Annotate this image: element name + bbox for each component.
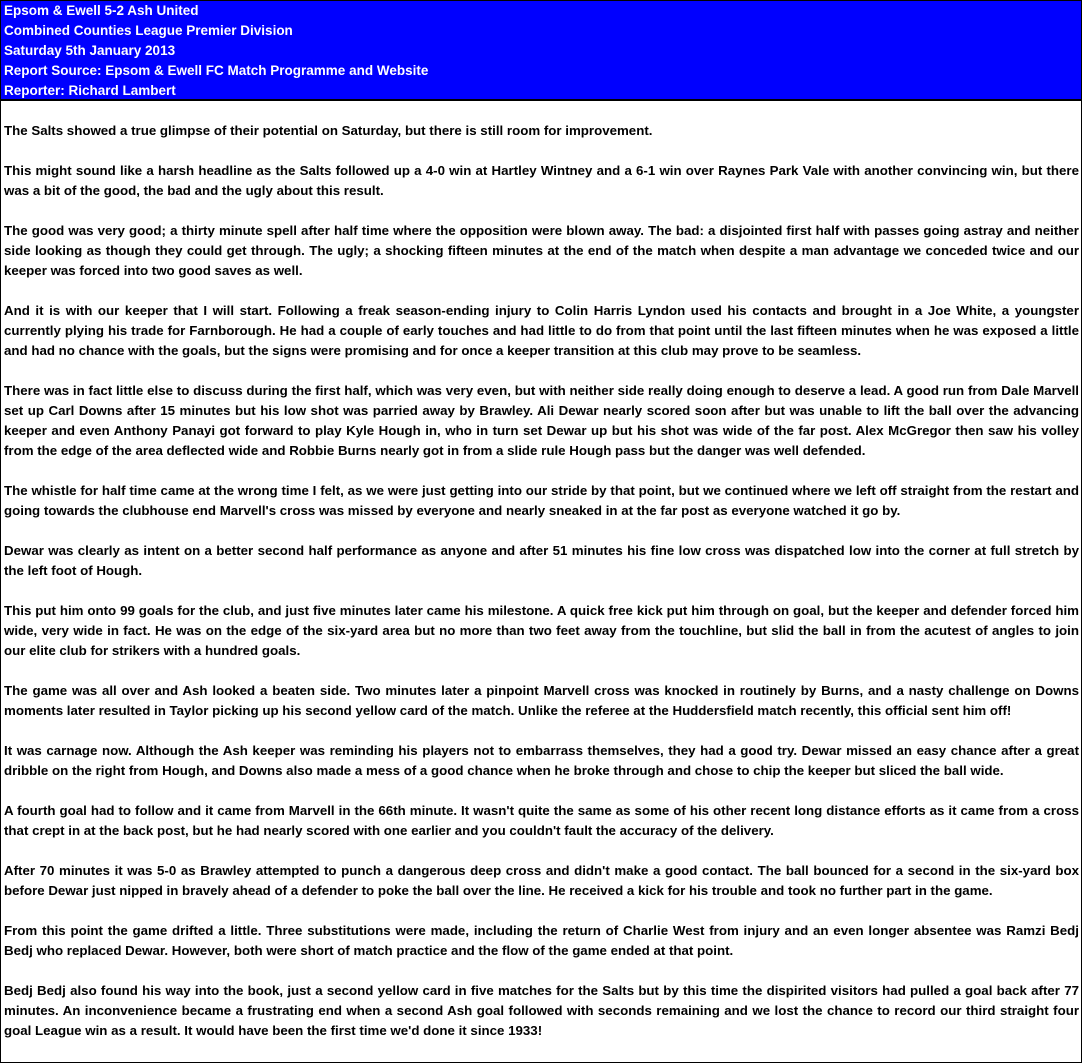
report-paragraph: It was carnage now. Although the Ash keeper was reminding his players not to embarrass themselves, they had a good try. Dewar missed an easy chance after a great dribble on the right from Hough, and Downs also made a mess of a good chance when he broke through and chose to chip the keeper but sliced the ball wide. [4,743,1079,778]
report-source: Report Source: Epsom & Ewell FC Match Programme and Website [4,63,429,78]
report-paragraph: And it is with our keeper that I will start. Following a freak season-ending injury to Colin Harris Lyndon used his contacts and brought in a Joe White, a youngster currently plying his trade for Farnborough. He had a couple of early touches and had little to do from that point until the last fifteen minutes when he was exposed a little and had no chance with the goals, but the signs were promising and for once a keeper transition at this club may prove to be seamless. [4,303,1079,358]
competition-name: Combined Counties League Premier Division [4,23,293,38]
report-paragraph: Dewar was clearly as intent on a better second half performance as anyone and after 51 minutes his fine low cross was dispatched low into the corner at full stretch by the left foot of Hough. [4,543,1079,578]
match-date: Saturday 5th January 2013 [4,43,176,58]
report-paragraph: A fourth goal had to follow and it came from Marvell in the 66th minute. It wasn't quite the same as some of his other recent long distance efforts as it came from a cross that crept in at the back post, but he had nearly scored with one earlier and you couldn't fault the accuracy of the delivery. [4,803,1079,838]
report-body [1,101,1081,1041]
report-paragraph: From this point the game drifted a little. Three substitutions were made, including the return of Charlie West from injury and an even longer absentee was Ramzi Bedj Bedj who replaced Dewar. However, both were short of match practice and the flow of the game ended at that point. [4,923,1079,958]
match-result: Epsom & Ewell 5-2 Ash United [4,3,199,18]
report-paragraph: This put him onto 99 goals for the club, and just five minutes later came his milestone. A quick free kick put him through on goal, but the keeper and defender forced him wide, very wide in fact. He was on the edge of the six-yard area but no more than two feet away from the touchline, but slid the ball in from the acutest of angles to join our elite club for strikers with a hundred goals. [4,603,1079,658]
report-paragraph: This might sound like a harsh headline as the Salts followed up a 4-0 win at Hartley Wintney and a 6-1 win over Raynes Park Vale with another convincing win, but there was a bit of the good, the bad and the ugly about this result. [4,163,1079,198]
report-paragraph: After 70 minutes it was 5-0 as Brawley attempted to punch a dangerous deep cross and didn't make a good contact. The ball bounced for a second in the six-yard box before Dewar just nipped in bravely ahead of a defender to poke the ball over the line. He received a kick for his trouble and took no further part in the game. [4,863,1079,898]
report-header [1,1,1081,101]
report-paragraph: The whistle for half time came at the wrong time I felt, as we were just getting into our stride by that point, but we continued where we left off straight from the restart and going towards the clubhouse end Marvell's cross was missed by everyone and nearly sneaked in at the far post as everyone watched it go by. [4,483,1079,518]
report-paragraph: The good was very good; a thirty minute spell after half time where the opposition were blown away. The bad: a disjointed first half with passes going astray and neither side looking as though they could get through. The ugly; a shocking fifteen minutes at the end of the match when despite a man advantage we conceded twice and our keeper was forced into two good saves as well. [4,223,1079,278]
reporter-name: Reporter: Richard Lambert [4,83,176,98]
report-paragraph: The Salts showed a true glimpse of their potential on Saturday, but there is still room for improvement. [4,123,653,138]
report-paragraph: Bedj Bedj also found his way into the book, just a second yellow card in five matches for the Salts but by this time the dispirited visitors had pulled a goal back after 77 minutes. An inconvenience became a frustrating end when a second Ash goal followed with seconds remaining and we lost the chance to record our third straight four goal League win as a result. It would have been the first time we'd done it since 1933! [4,983,1079,1038]
report-paragraph: There was in fact little else to discuss during the first half, which was very even, but with neither side really doing enough to deserve a lead. A good run from Dale Marvell set up Carl Downs after 15 minutes but his low shot was parried away by Brawley. Ali Dewar nearly scored soon after but was unable to lift the ball over the advancing keeper and even Anthony Panayi got forward to play Kyle Hough in, who in turn set Dewar up but his shot was wide of the far post. Alex McGregor then saw his volley from the edge of the area deflected wide and Robbie Burns nearly got in from a slide rule Hough pass but the danger was well defended. [4,383,1079,458]
report-paragraph: The game was all over and Ash looked a beaten side. Two minutes later a pinpoint Marvell cross was knocked in routinely by Burns, and a nasty challenge on Downs moments later resulted in Taylor picking up his second yellow card of the match. Unlike the referee at the Huddersfield match recently, this official sent him off! [4,683,1079,718]
